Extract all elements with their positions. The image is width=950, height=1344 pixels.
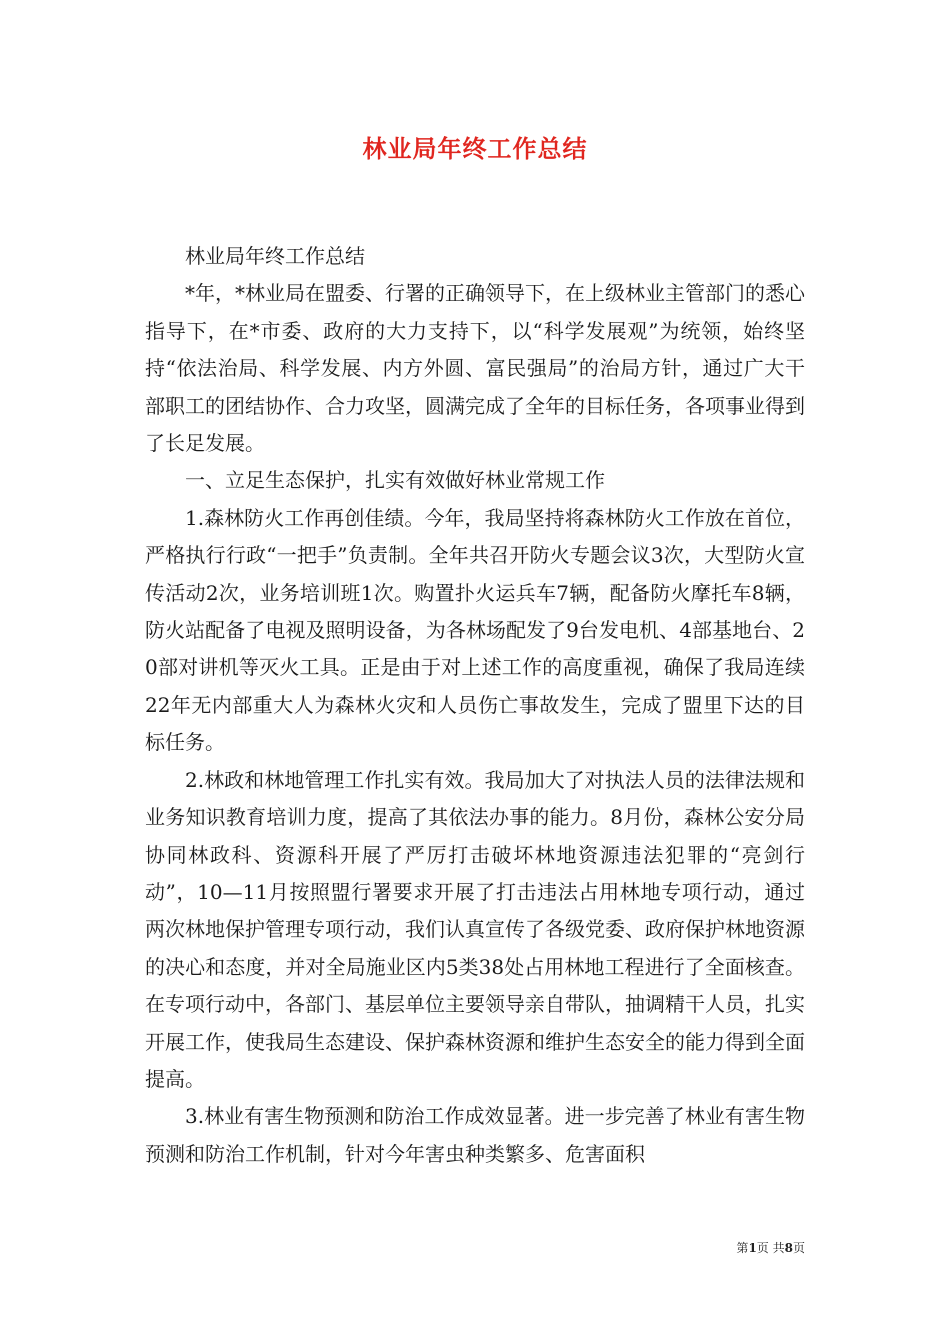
paragraph-pest-control: 3.林业有害生物预测和防治工作成效显著。进一步完善了林业有害生物预测和防治工作机制，针对今年害虫种类繁多、危害面积 xyxy=(145,1104,805,1166)
paragraph-forest-land-management: 2.林政和林地管理工作扎实有效。我局加大了对执法人员的法律法规和业务知识教育培训力度，提高了其依法办事的能力。8月份，森林公安分局协同林政科、资源科开展了严厉打击破坏林地资源违法犯罪的“亮剑行动”，10—11月按照盟行署要求开展了打击违法占用林地专项行动，通过两次林地保护管理专项行动，我们认真宣传了各级党委、政府保护林地资源的决心和态度，并对全局施业区内5类38处占用林地工程进行了全面核查。在专项行动中，各部门、基层单位主要领导亲自带队，抽调精干人员，扎实开展工作，使我局生态建设、保护森林资源和维护生态安全的能力得到全面提高。 xyxy=(145,767,805,1091)
footer-current-page: 1 xyxy=(748,1241,757,1255)
section-heading-1: 一、立足生态保护，扎实有效做好林业常规工作 xyxy=(185,468,605,493)
document-subtitle: 林业局年终工作总结 xyxy=(185,244,365,268)
document-body xyxy=(145,238,805,1173)
page-footer xyxy=(0,1240,805,1256)
document-title: 林业局年终工作总结 xyxy=(362,135,588,163)
footer-prefix: 第 xyxy=(736,1241,749,1255)
footer-suffix: 页 xyxy=(792,1241,805,1255)
paragraph-fire-prevention: 1.森林防火工作再创佳绩。今年，我局坚持将森林防火工作放在首位，严格执行行政“一把手”负责制。全年共召开防火专题会议3次，大型防火宣传活动2次，业务培训班1次。购置扑火运兵车7辆，配备防火摩托车8辆，防火站配备了电视及照明设备，为各林场配发了9台发电机、4部基地台、20部对讲机等灭火工具。正是由于对上述工作的高度重视，确保了我局连续22年无内部重大人为森林火灾和人员伤亡事故发生，完成了盟里下达的目标任务。 xyxy=(145,505,805,755)
footer-total-pages: 8 xyxy=(784,1241,793,1255)
paragraph-intro: *年，*林业局在盟委、行署的正确领导下，在上级林业主管部门的悉心指导下，在*市委、政府的大力支持下，以“科学发展观”为统领，始终坚持“依法治局、科学发展、内方外圆、富民强局”的治局方针，通过广大干部职工的团结协作、合力攻坚，圆满完成了全年的目标任务，各项事业得到了长足发展。 xyxy=(145,281,805,456)
footer-middle: 页 共 xyxy=(756,1241,785,1255)
